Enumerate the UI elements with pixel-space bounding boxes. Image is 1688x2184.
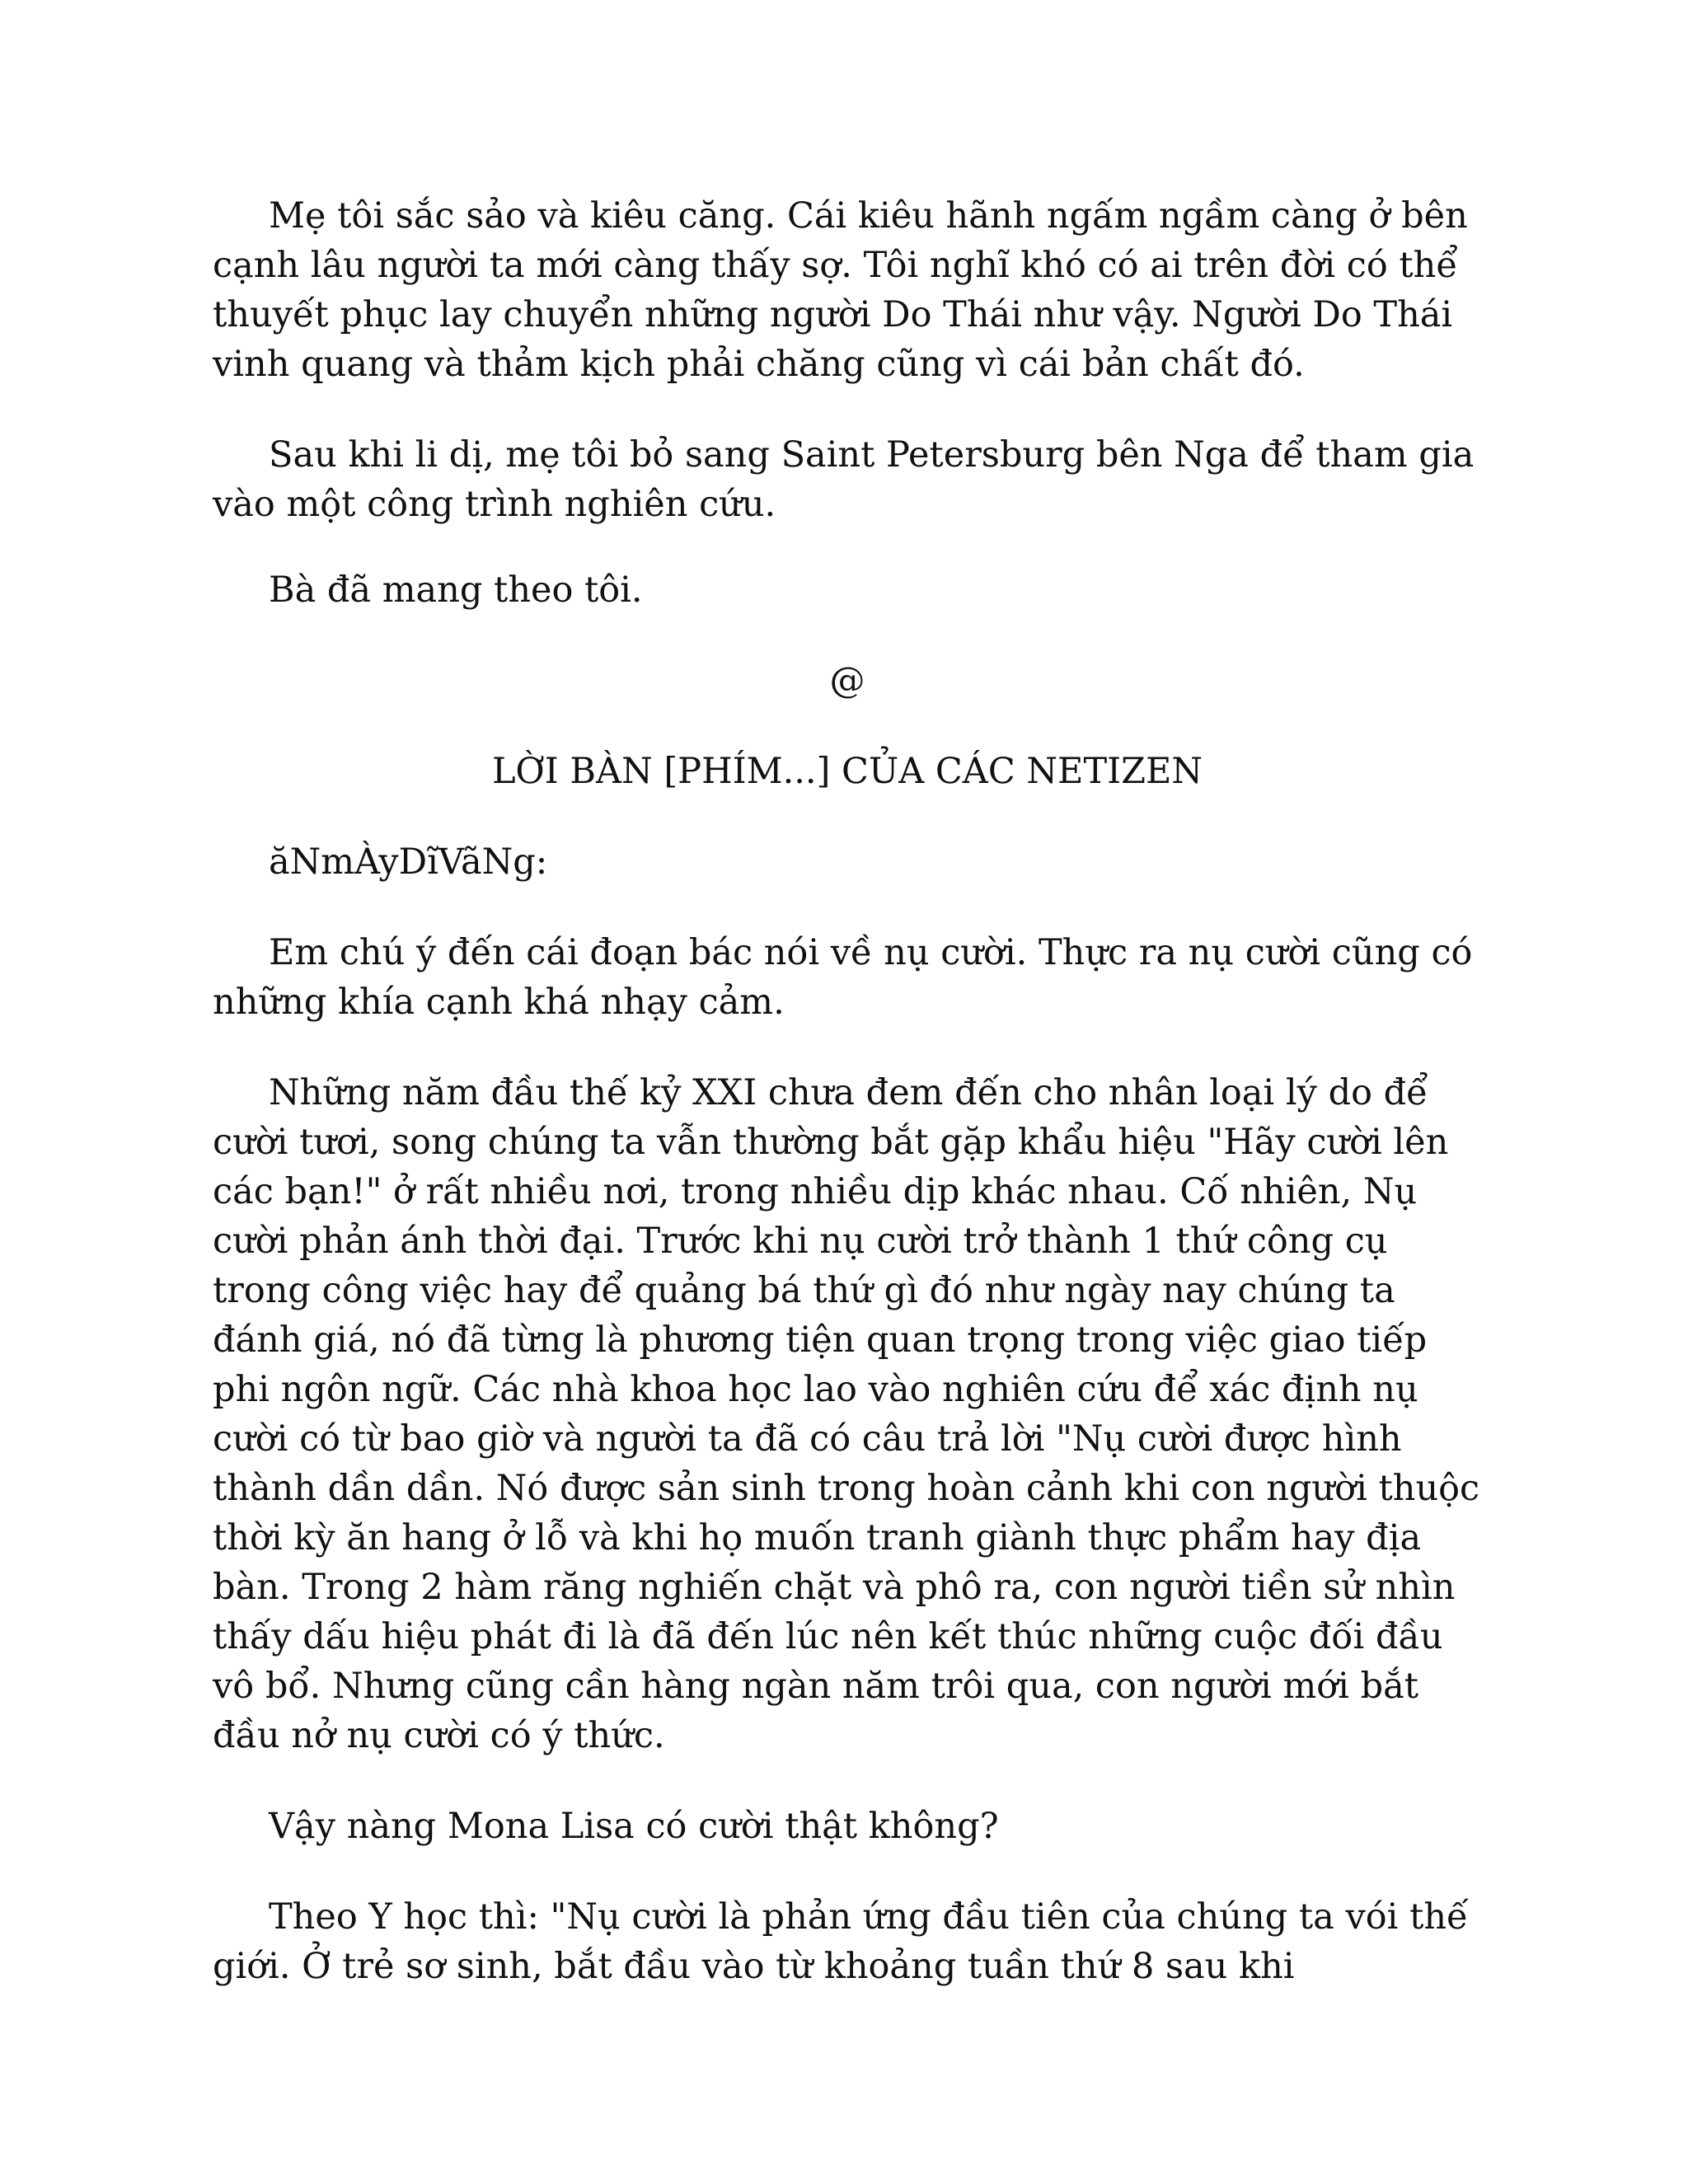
commenter-name: ăNmÀyDĩVãNg: bbox=[269, 841, 548, 883]
paragraph-smile-history: Những năm đầu thế kỷ XXI chưa đem đến cho nhân loại lý do để cười tươi, song chúng ta vẫn thường bắt gặp khẩu hiệu "Hãy cười lên các bạn!" ở rất nhiều nơi, trong nhiều dịp khác nhau. Cố nhiên, Nụ cười phản ánh thời đại. Trước khi nụ cười trở thành 1 thứ công cụ trong công việc hay để quảng bá thứ gì đó như ngày nay chúng ta đánh giá, nó đã từng là phương tiện quan trọng trong việc giao tiếp phi ngôn ngữ. Các nhà khoa học lao vào nghiên cứu để xác định nụ cười có từ bao giờ và người ta đã có câu trả lời "Nụ cười được hình thành dần dần. Nó được sản sinh trong hoàn cảnh khi con người thuộc thời kỳ ăn hang ở lỗ và khi họ muốn tranh giành thực phẩm hay địa bàn. Trong 2 hàm răng nghiến chặt và phô ra, con người tiền sử nhìn thấy dấu hiệu phát đi là đã đến lúc nên kết thúc những cuộc đối đầu vô bổ. Nhưng cũng cần hàng ngàn năm trôi qua, con người mới bắt đầu nở nụ cười có ý thức. bbox=[213, 1072, 1480, 1756]
paragraph-mona-lisa: Vậy nàng Mona Lisa có cười thật không? bbox=[269, 1806, 999, 1847]
section-heading: LỜI BÀN [PHÍM...] CỦA CÁC NETIZEN bbox=[491, 751, 1203, 792]
paragraph-medicine: Theo Y học thì: "Nụ cười là phản ứng đầu tiên của chúng ta vói thế giới. Ở trẻ sơ sinh, bắt đầu vào từ khoảng tuần thứ 8 sau khi bbox=[213, 1896, 1469, 1987]
section-ornament: @ bbox=[829, 660, 865, 701]
body-text bbox=[213, 191, 1482, 2032]
paragraph-divorce: Sau khi li dị, mẹ tôi bỏ sang Saint Petersburg bên Nga để tham gia vào một công trình nghiên cứu. bbox=[213, 434, 1475, 525]
paragraph-took-me: Bà đã mang theo tôi. bbox=[269, 569, 643, 611]
paragraph-mother: Mẹ tôi sắc sảo và kiêu căng. Cái kiêu hãnh ngấm ngầm càng ở bên cạnh lâu người ta mới càng thấy sợ. Tôi nghĩ khó có ai trên đời có thể thuyết phục lay chuyển những người Do Thái như vậy. Người Do Thái vinh quang và thảm kịch phải chăng cũng vì cái bản chất đó. bbox=[213, 195, 1468, 385]
paragraph-smile-note: Em chú ý đến cái đoạn bác nói về nụ cười. Thực ra nụ cười cũng có những khía cạnh khá nhạy cảm. bbox=[213, 932, 1473, 1023]
